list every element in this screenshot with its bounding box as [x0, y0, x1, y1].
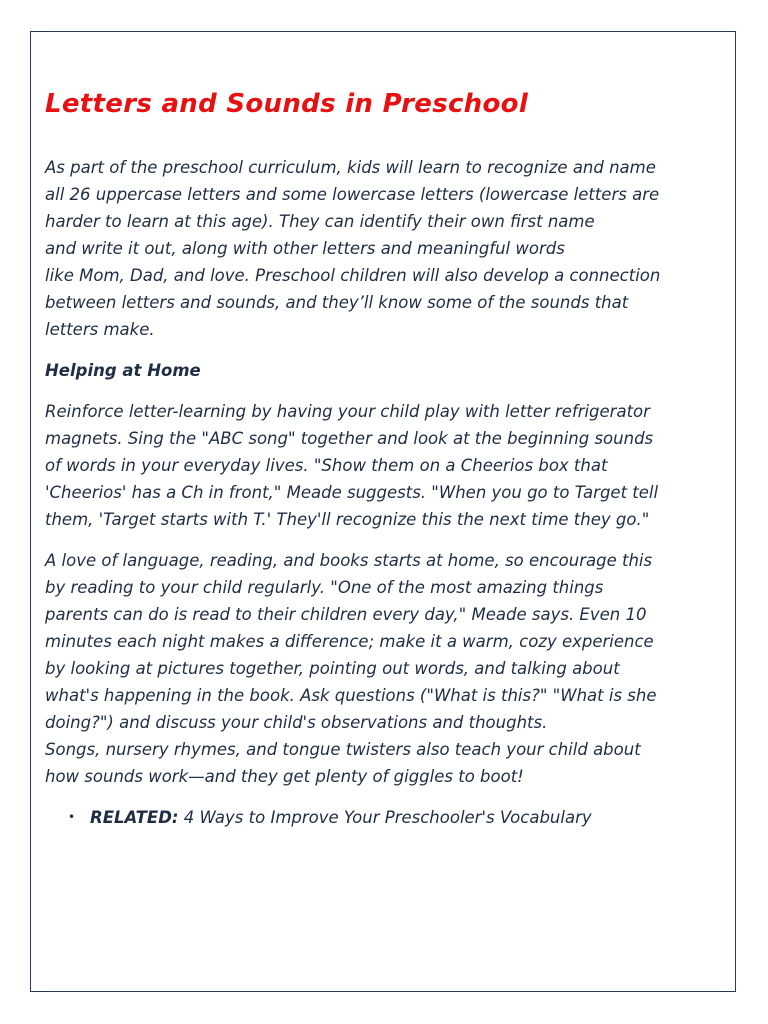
text-line: harder to learn at this age). They can identify their own first name	[45, 212, 595, 231]
related-link[interactable]: 4 Ways to Improve Your Preschooler's Vocabulary	[183, 808, 592, 827]
text-line: A love of language, reading, and books starts at home, so encourage this	[45, 551, 653, 570]
reading-paragraph	[45, 547, 721, 790]
intro-paragraph	[45, 154, 721, 343]
text-line: all 26 uppercase letters and some lowercase letters (lowercase letters are	[45, 185, 660, 204]
text-line: As part of the preschool curriculum, kids will learn to recognize and name	[45, 158, 656, 177]
text-line: like Mom, Dad, and love. Preschool children will also develop a connection	[45, 266, 661, 285]
text-line: parents can do is read to their children every day," Meade says. Even 10	[45, 605, 647, 624]
related-label: RELATED:	[90, 808, 179, 827]
text-line: by looking at pictures together, pointing out words, and talking about	[45, 659, 620, 678]
text-line: and write it out, along with other letters and meaningful words	[45, 239, 565, 258]
article-content	[45, 84, 721, 831]
bullet-icon: •	[68, 810, 76, 824]
text-line: Songs, nursery rhymes, and tongue twisters also teach your child about	[45, 740, 641, 759]
text-line: letters make.	[45, 320, 155, 339]
text-line: Reinforce letter-learning by having your child play with letter refrigerator	[45, 402, 650, 421]
text-line: doing?") and discuss your child's observations and thoughts.	[45, 713, 548, 732]
related-item[interactable]	[68, 804, 721, 831]
text-line: how sounds work—and they get plenty of giggles to boot!	[45, 767, 524, 786]
text-line: them, 'Target starts with T.' They'll recognize this the next time they go."	[45, 510, 650, 529]
text-line: what's happening in the book. Ask questions ("What is this?" "What is she	[45, 686, 657, 705]
text-line: 'Cheerios' has a Ch in front," Meade suggests. "When you go to Target tell	[45, 483, 659, 502]
text-line: between letters and sounds, and they’ll know some of the sounds that	[45, 293, 629, 312]
related-list	[45, 804, 721, 831]
text-line: by reading to your child regularly. "One of the most amazing things	[45, 578, 604, 597]
text-line: minutes each night makes a difference; make it a warm, cozy experience	[45, 632, 654, 651]
section-heading: Helping at Home	[45, 361, 201, 380]
article-title: Letters and Sounds in Preschool	[45, 89, 529, 119]
helping-paragraph	[45, 398, 721, 533]
text-line: of words in your everyday lives. "Show them on a Cheerios box that	[45, 456, 608, 475]
text-line: magnets. Sing the "ABC song" together and look at the beginning sounds	[45, 429, 654, 448]
document-page	[30, 31, 736, 992]
